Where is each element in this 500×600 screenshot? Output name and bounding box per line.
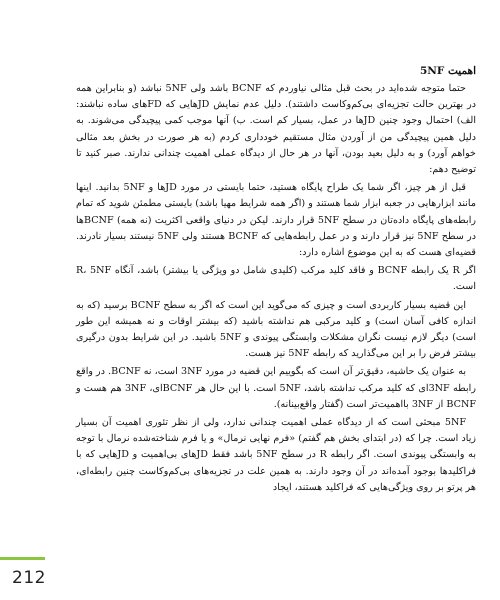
page-body <box>76 63 476 498</box>
paragraph-4: این قضیه بسیار کاربردی است و چیزی که می‌گوید این است که اگر به سطح BCNF برسید (که به اندازه کافی آسان است) و کلید مرکبی هم نداشته باشید (که بیشتر اوقات و نه همیشه این طور است) دیگر لازم نیست نگران مشکلات وابستگی پیوندی و 5NF باشید. در این شرایط بدون درگیری بیشتر فرض را بر این می‌گذارید که رابطه 5NF نیز هست. <box>76 299 476 360</box>
section-heading: اهمیت 5NF <box>419 65 476 77</box>
paragraph-6: 5NF مبحثی است که از دیدگاه عملی اهمیت چندانی ندارد، ولی از نظر تئوری اهمیت آن بسیار زیاد است. چرا که (در ابتدای بخش هم گفتم) «فرم نهایی نرمال» و یا فرم شناخته‌شده نرمال با توجه به وابستگی پیوندی است. اگر رابطه R در سطح 5NF باشد فقط JDهای بی‌اهمیت و JDهایی که با فراکلیدها بوجود آمده‌اند در آن وجود دارند. به همین علت در تجزیه‌های بی‌کم‌وکاست چنین رابطه‌ای، هر پرتو بر روی ویژگی‌هایی که فراکلید هستند، ایجاد <box>76 417 476 493</box>
page-number: 212 <box>12 568 46 588</box>
theorem-paragraph: اگر R یک رابطه BCNF و فاقد کلید مرکب (کلیدی شامل دو ویژگی یا بیشتر) باشد، آنگاه R، 5NF است. <box>76 265 477 293</box>
footer-accent-bar <box>0 557 45 560</box>
paragraph-2: قبل از هر چیز، اگر شما یک طراح پایگاه هستید، حتما بایستی در مورد JDها و 5NF بدانید. اینها مانند ابزارهایی در جعبه ابزار شما هستند و (اگر همه شرایط مهیا باشد) بایستی مطمئن شوید که تمام رابطه‌های پایگاه داده‌تان در سطح 5NF قرار دارند. لیکن در دنیای واقعی اکثریت (نه همه) BCNFها در سطح 5NF نیز قرار دارند و در عمل رابطه‌هایی که BCNF هستند ولی 5NF نیستند بسیار نادرند. قضیه‌ای هست که به این موضوع اشاره دارد: <box>76 182 476 259</box>
paragraph-5: به عنوان یک حاشیه، دقیق‌تر آن است که بگوییم این قضیه در مورد 3NF است، نه BCNF. در واقع رابطه 3NFای که کلید مرکب نداشته باشد، 5NF است. با این حال هر BCNFای، 3NF هم هست و BCNF از 3NF بااهمیت‌تر است (گفتار واقع‌بینانه). <box>76 366 476 410</box>
paragraph-1: حتما متوجه شده‌اید در بحث قبل مثالی نیاوردم که BCNF باشد ولی 5NF نباشد (و بنابراین همه در بهترین حالت تجزیه‌ای بی‌کم‌وکاست داشتند). دلیل عدم نمایش JDهایی که FDهای ساده نباشند: الف) احتمال وجود چنین JDها در عمل، بسیار کم است. ب) آنها موجب کمی پیچیدگی می‌شوند. به دلیل همین پیچیدگی من از آوردن مثال مستقیم خودداری کردم (به هر صورت در بخش بعد مثالی خواهم آورد) و به دلیل بعید بودن، آنها در هر حال از دیدگاه عملی اهمیت چندانی ندارند. صبر کنید تا توضیح دهم: <box>76 83 476 176</box>
